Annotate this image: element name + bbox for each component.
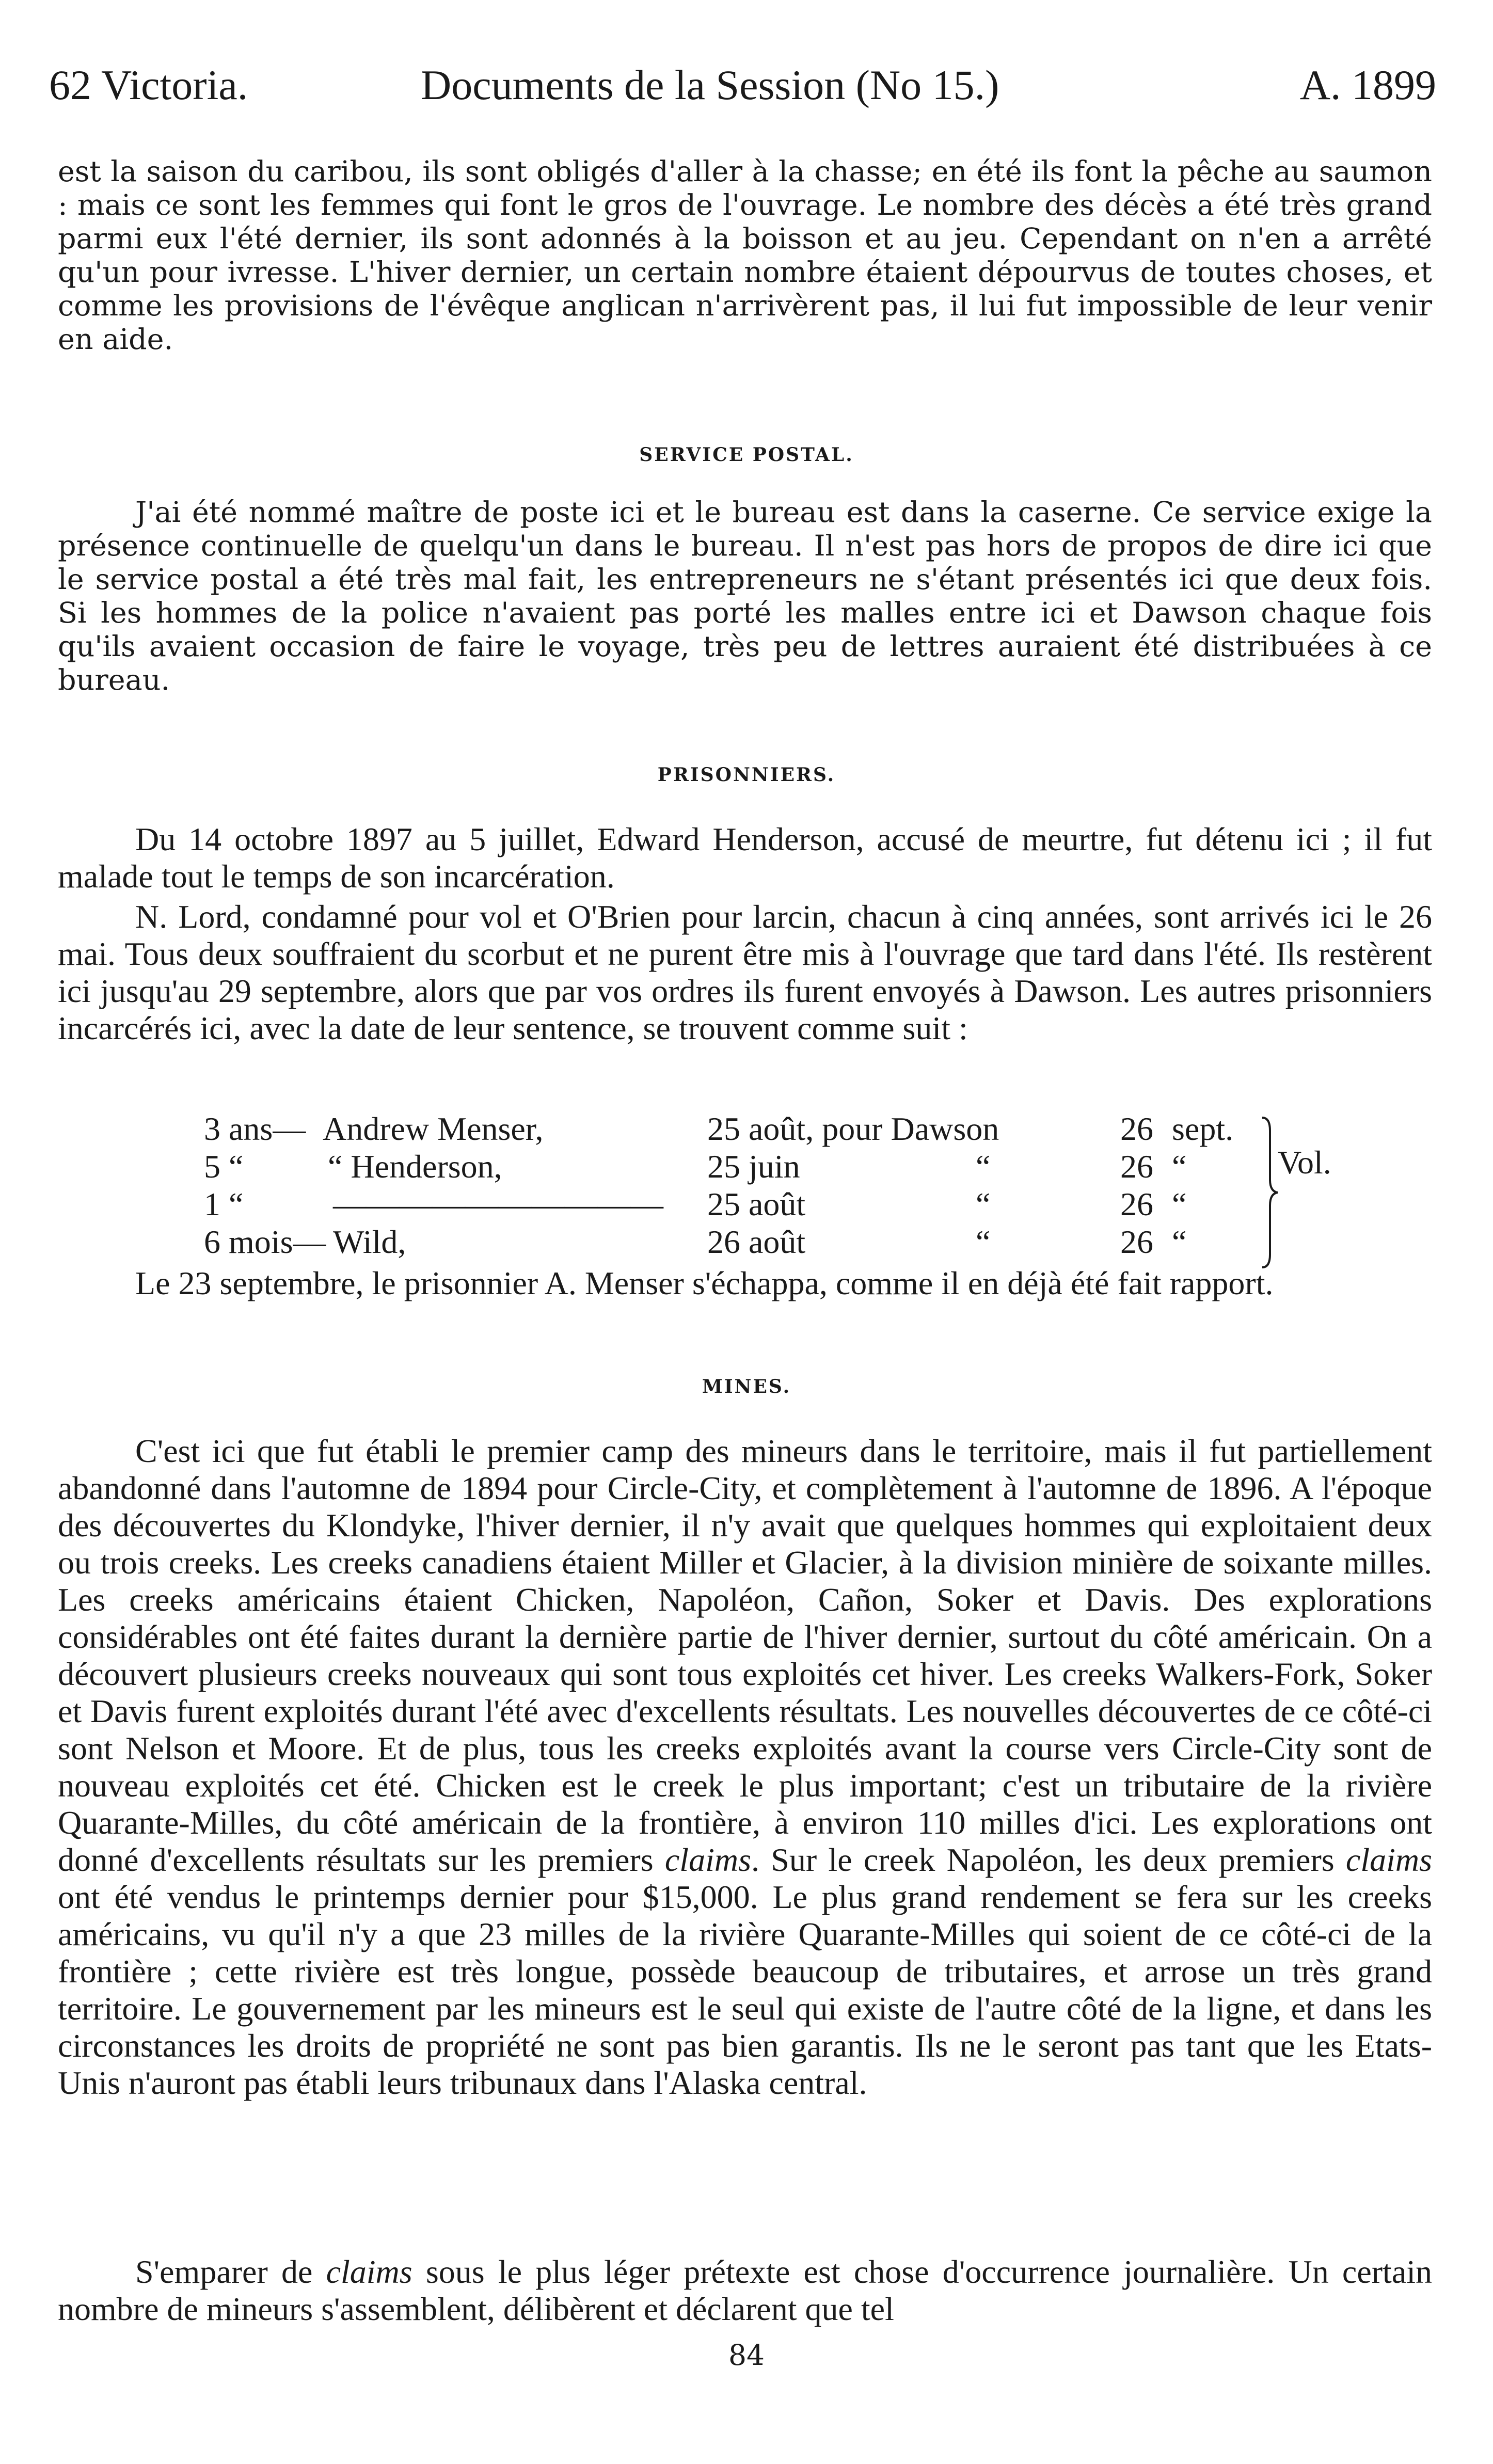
paragraph-text: Du 14 octobre 1897 au 5 juillet, Edward Henderson, accusé de meurtre, fut détenu ici ; il fut malade tout le temps de son incarcération. [58,821,1432,895]
claims-word: claims [326,2253,412,2290]
ditto-mark: “ [976,1223,991,1260]
sentence-term: 5 “ [204,1148,244,1185]
paragraph-caribou [58,155,1432,356]
paragraph-mines-1 [58,1433,1432,2102]
ditto-mark: “ [976,1186,991,1222]
sentence-date: 25 août, pour Dawson [707,1110,999,1147]
mines2-text-b: sous le plus léger prétexte est chose d'occurrence journalière. Un certain nombre de mineurs s'assemblent, délibèrent et déclarent que tel [58,2253,1433,2327]
mines2-text-a: S'emparer de [135,2253,313,2290]
header-volume: 62 Victoria. [49,61,248,108]
paragraph-prisonniers-2 [58,898,1432,1047]
transfer-day: 26 [1120,1223,1153,1260]
section-heading-mines: MINES. [702,1376,791,1397]
sentence-date: 25 juin [707,1148,800,1185]
mines-text-c: ont été vendus le printemps dernier pour $15,000. Le plus grand rendement se fera sur les creeks américains, vu qu'il n'y a que 23 milles de la rivière Quarante-Milles qui soient de ce côté-ci de la frontière ; cette rivière est très longue, possède beaucoup de tributaires, et arrose un très grand territoire. Le gouvernement par les mineurs est le seul qui existe de l'autre côté de la ligne, et dans les circonstances les droits de propriété ne sont pas bien garantis. Ils ne le seront pas tant que les Etats-Unis n'auront pas établi leurs tribunaux dans l'Alaska central. [58,1879,1432,2101]
table-row [204,1223,1443,1261]
prisoner-name: Wild, [333,1223,406,1260]
prisoner-name: “ Henderson, [328,1148,502,1185]
paragraph-prisonniers-1 [58,821,1432,895]
running-header [49,57,1436,114]
sentence-table [204,1110,1443,1261]
section-heading-prisonniers: PRISONNIERS. [657,764,836,786]
claims-word: claims [1345,1841,1433,1878]
transfer-day: 26 [1120,1148,1153,1185]
paragraph-text: N. Lord, condamné pour vol et O'Brien pour larcin, chacun à cinq années, sont arrivés ici le 26 mai. Tous deux souffraient du scorbut et ne purent être mis à l'ouvrage que tard dans l'été. Ils restèrent ici jusqu'au 29 septembre, alors que par vos ordres ils furent envoyés à Dawson. Les autres prisonniers incarcérés ici, avec la date de leur sentence, se trouvent comme suit : [58,898,1432,1046]
vol-label: Vol. [1278,1144,1331,1181]
paragraph-prisonniers-3 [58,1265,1432,1302]
sentence-term: 1 “ [204,1186,244,1222]
table-row [204,1185,1443,1223]
paragraph-text: Le 23 septembre, le prisonnier A. Menser s'échappa, comme il en déjà été fait rapport. [135,1265,1274,1301]
transfer-month: sept. [1172,1110,1234,1147]
section-heading-postal: SERVICE POSTAL. [639,444,854,466]
transfer-month: “ [1172,1148,1187,1185]
paragraph-text [58,2253,1432,2328]
transfer-day: 26 [1120,1110,1153,1147]
transfer-day: 26 [1120,1186,1153,1222]
sentence-term: 3 ans— [204,1110,306,1147]
prisoner-name: Andrew Menser, [323,1110,544,1147]
paragraph-mines-2 [58,2253,1432,2328]
sentence-term: 6 mois— [204,1223,326,1260]
page-number: 84 [728,2339,765,2372]
header-year: A. 1899 [1299,61,1436,108]
paragraph-text: J'ai été nommé maître de poste ici et le bureau est dans la caserne. Ce service exige la présence continuelle de quelqu'un dans le bureau. Il n'est pas hors de propos de dire ici que le service postal a été très mal fait, les entrepreneurs ne s'étant présentés ici que deux fois. Si les hommes de la police n'avaient pas porté les malles entre ici et Dawson chaque fois qu'ils avaient occasion de faire le voyage, très peu de lettres auraient été distribuées à ce bureau. [58,496,1432,697]
right-brace-icon [1260,1115,1280,1270]
header-title: Documents de la Session (No 15.) [421,61,999,108]
ditto-mark: “ [976,1148,991,1185]
transfer-month: “ [1172,1186,1187,1222]
mines-text-b: . Sur le creek Napoléon, les deux premiers [751,1841,1335,1878]
paragraph-text: est la saison du caribou, ils sont obligés d'aller à la chasse; en été ils font la pêche au saumon : mais ce sont les femmes qui font le gros de l'ouvrage. Le nombre des décès a été très grand parmi eux l'été dernier, ils sont adonnés à la boisson et au jeu. Cependant on n'en a arrêté qu'un pour ivresse. L'hiver dernier, un certain nombre étaient dépourvus de toutes choses, et comme les provisions de l'évêque anglican n'arrivèrent pas, il lui fut impossible de leur venir en aide. [58,155,1432,356]
sentence-date: 26 août [707,1223,806,1260]
mines-text-a: C'est ici que fut établi le premier camp des mineurs dans le territoire, mais il fut partiellement abandonné dans l'automne de 1894 pour Circle-City, et complètement à l'automne de 1896. A l'époque des découvertes du Klondyke, l'hiver dernier, il n'y avait que quelques hommes qui exploitaient deux ou trois creeks. Les creeks canadiens étaient Miller et Glacier, à la division minière de soixante milles. Les creeks américains étaient Chicken, Napoléon, Cañon, Soker et Davis. Des explorations considérables ont été faites durant la dernière partie de l'hiver dernier, surtout du côté américain. On a découvert plusieurs creeks nouveaux qui sont tous exploités cet hiver. Les creeks Walkers-Fork, Soker et Davis furent exploités durant l'été avec d'excellents résultats. Les nouvelles découvertes de ce côté-ci sont Nelson et Moore. Et de plus, tous les creeks exploités avant la course vers Circle-City sont de nouveau exploités cet été. Chicken est le creek le plus important; c'est un tributaire de la rivière Quarante-Milles, du côté américain de la frontière, à environ 110 milles d'ici. Les explorations ont donné d'excellents résultats sur les premiers [58,1433,1432,1878]
table-row [204,1110,1443,1148]
claims-word: claims [664,1841,751,1878]
transfer-month: “ [1172,1223,1187,1260]
paragraph-postal [58,496,1432,697]
table-row [204,1148,1443,1185]
paragraph-text [58,1433,1432,2102]
sentence-date: 25 août [707,1186,806,1222]
prisoner-name: —————————— [333,1186,663,1222]
